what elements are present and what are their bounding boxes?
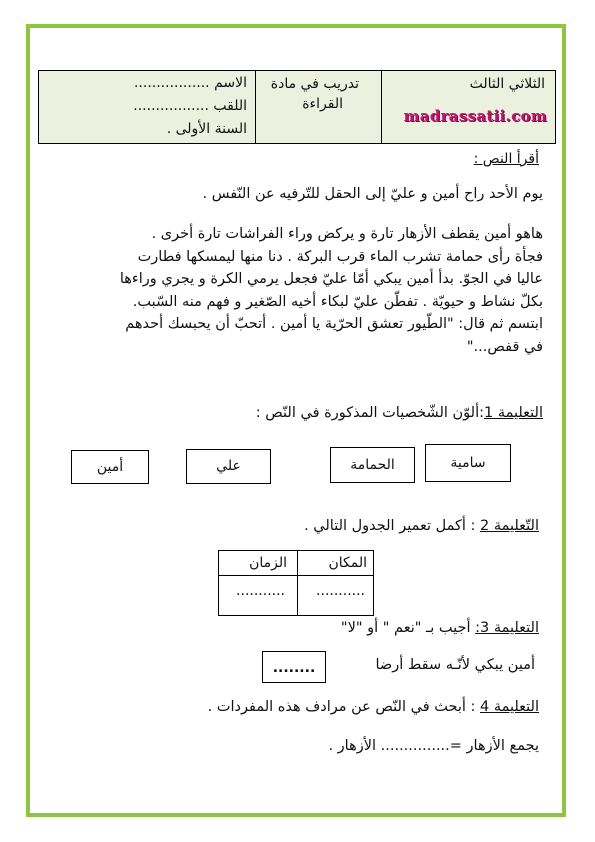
q1-instruction	[256, 404, 543, 422]
q3-answer-box[interactable]: ........	[262, 651, 326, 683]
option-ali[interactable]: علي	[186, 449, 271, 484]
q4-instruction	[208, 698, 539, 716]
watermark-logo: madrassatii.com	[403, 107, 547, 125]
reading-line: عاليا في الجوّ. بدأ أمين يبكي أمّا عليّ فجعل يرمي الكرة و يجري وراءها	[119, 271, 543, 287]
q4-text: : أبحث في النّص عن مرادف هذه المفردات .	[207, 699, 480, 715]
option-samia[interactable]: سامية	[425, 444, 511, 482]
header-trimester-cell	[381, 71, 555, 143]
column-time-header: الزمان	[249, 555, 287, 571]
reading-heading: أقرأ النص :	[473, 151, 539, 167]
q2-label: التّعليمة 2	[480, 518, 539, 534]
header-table	[38, 70, 556, 144]
subject-line-1: تدريب في مادة	[270, 76, 359, 92]
name-field[interactable]: الاسم .................	[133, 75, 247, 91]
q3-text: أجيب بـ "نعم " أو "لا"	[340, 620, 476, 636]
q1-text: :ألوّن الشّخصيات المذكورة في النّص :	[255, 405, 484, 421]
q4-item[interactable]: يجمع الأزهار =............... الأزهار .	[328, 738, 539, 754]
q3-label: التعليمة 3:	[475, 620, 539, 636]
q4-label: التعليمة 4	[480, 699, 539, 715]
place-answer-blank[interactable]: ...........	[316, 583, 365, 599]
reading-paragraph-1: يوم الأحد راح أمين و عليّ إلى الحقل للتّرفيه عن النّفس .	[202, 186, 543, 202]
reading-line: هاهو أمين يقطف الأزهار تارة و يركض وراء الفراشات تارة أخرى .	[151, 226, 543, 242]
q2-instruction	[304, 517, 539, 535]
trimester-title: الثلاثي الثالث	[469, 76, 545, 92]
option-pigeon[interactable]: الحمامة	[330, 447, 415, 483]
q1-label: التعليمة 1	[484, 405, 543, 421]
reading-line: فجأة رأى حمامة تشرب الماء قرب البركة . دنا منها ليمسكها فطارت	[137, 248, 543, 265]
column-place-header: المكان	[328, 555, 367, 571]
reading-line: بكلّ نشاط و حيويّة . تفطّن عليّ لبكاء أخيه الصّغير و فهم منه السّبب.	[132, 293, 543, 310]
level-label: السنة الأولى .	[166, 121, 247, 137]
reading-paragraph-2	[120, 223, 543, 358]
option-amine[interactable]: أمين	[71, 450, 149, 484]
reading-line: في قفص..."	[466, 338, 543, 355]
q2-text: : أكمل تعمير الجدول التالي .	[304, 518, 480, 534]
header-subject-cell	[255, 71, 381, 143]
place-time-table	[218, 550, 374, 616]
time-answer-blank[interactable]: ...........	[236, 583, 285, 599]
q3-statement: أمين يبكي لأنّـه سقط أرضا	[375, 657, 535, 673]
subject-line-2: القراءة	[302, 96, 343, 112]
surname-field[interactable]: اللقب .................	[133, 98, 247, 114]
reading-line: ابتسم ثم قال: "الطّيور تعشق الحرّية يا أمين . أتحبّ أن يحبسك أحدهم	[125, 316, 543, 332]
header-student-cell	[39, 71, 255, 143]
q3-instruction	[341, 619, 539, 637]
